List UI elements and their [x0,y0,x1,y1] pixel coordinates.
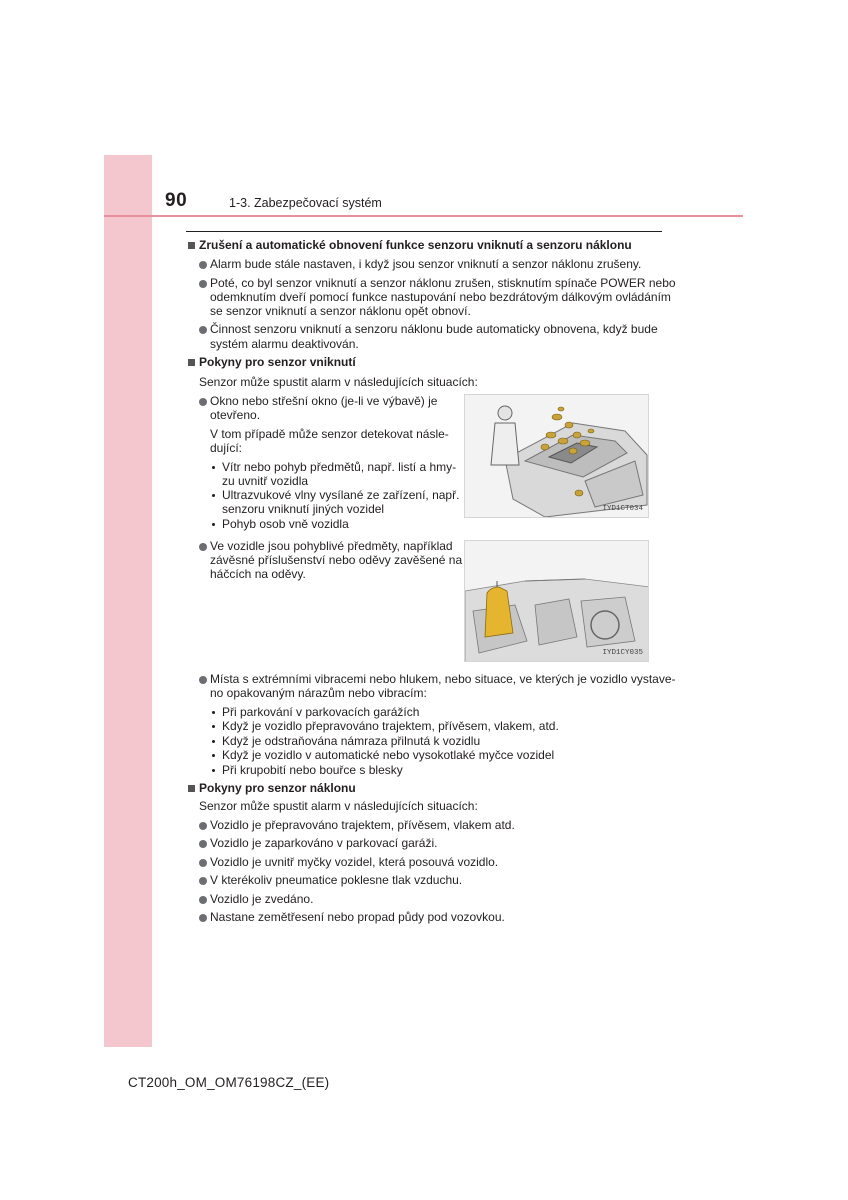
figure-code: IYD1CT034 [602,505,643,513]
paragraph-line: se senzor vniknutí a senzor náklonu opět obnoví. [210,304,471,318]
list-item: Když je vozidlo v automatické nebo vysokotlaké myčce vozidel [222,748,555,762]
paragraph-line: Senzor může spustit alarm v následujících situacích: [199,375,478,389]
sub-bullet-icon [212,769,215,772]
bullet-dot-icon [199,914,207,922]
list-item: V kterékoliv pneumatice poklesne tlak vzduchu. [210,873,463,887]
sub-bullet-icon [212,523,215,526]
bullet-dot-icon [199,326,207,334]
figure-hanging-clothes [464,540,649,662]
paragraph-line: odemknutím dveří pomocí funkce nastupování nebo bezdrátovým dálkovým ovládáním [210,290,671,304]
bullet-dot-icon [199,398,207,406]
bullet-dot-icon [199,280,207,288]
bullet-dot-icon [199,261,207,269]
list-item: Když je vozidlo přepravováno trajektem, přívěsem, vlakem, atd. [222,719,559,733]
paragraph-line: závěsné příslušenství nebo oděvy zavěšené na [210,553,463,567]
list-item: Při krupobití nebo bouřce s blesky [222,763,403,777]
car-interior-illustration [465,541,649,662]
bullet-dot-icon [199,822,207,830]
sub-bullet-icon [212,494,215,497]
content-top-rule [186,231,662,232]
heading-square-icon [188,359,195,366]
car-sunroof-illustration [465,395,649,518]
header-rule [104,215,743,217]
section-heading-intrusion: Pokyny pro senzor vniknutí [199,355,356,369]
list-item: Ultrazvukové vlny vysílané ze zařízení, např. [222,488,460,502]
figure-code: IYD1CY035 [602,649,643,657]
paragraph-line: no opakovaným nárazům nebo vibracím: [210,686,427,700]
list-item: Vozidlo je zvedáno. [210,892,314,906]
list-item: zu uvnitř vozidla [222,474,309,488]
paragraph-line: Poté, co byl senzor vniknutí a senzor náklonu zrušen, stisknutím spínače POWER nebo [210,276,676,290]
paragraph-line: Činnost senzoru vniknutí a senzoru náklonu bude automaticky obnovena, když bude [210,322,658,336]
list-item: Vítr nebo pohyb předmětů, např. listí a hmy- [222,460,457,474]
bullet-dot-icon [199,543,207,551]
list-item: Nastane zemětřesení nebo propad půdy pod vozovkou. [210,910,505,924]
section-heading-tilt: Pokyny pro senzor náklonu [199,781,356,795]
list-item: Vozidlo je zaparkováno v parkovací garáži. [210,836,438,850]
paragraph-line: Senzor může spustit alarm v následujících situacích: [199,799,478,813]
paragraph-line: dující: [210,441,243,455]
list-item: Pohyb osob vně vozidla [222,517,349,531]
list-item: Když je odstraňována námraza přilnutá k vozidlu [222,734,481,748]
bullet-dot-icon [199,877,207,885]
paragraph-line: Místa s extrémními vibracemi nebo hlukem, nebo situace, ve kterých je vozidlo vystave- [210,672,676,686]
sub-bullet-icon [212,466,215,469]
bullet-dot-icon [199,840,207,848]
bullet-dot-icon [199,676,207,684]
list-item: Při parkování v parkovacích garážích [222,705,420,719]
section-title: 1-3. Zabezpečovací systém [229,196,382,210]
chapter-color-band [104,155,152,1047]
paragraph-line: háčcích na oděvy. [210,567,306,581]
footer-manual-code: CT200h_OM_OM76198CZ_(EE) [128,1075,330,1090]
page-number: 90 [165,190,188,211]
list-item: Vozidlo je přepravováno trajektem, přívěsem, vlakem atd. [210,818,515,832]
heading-square-icon [188,785,195,792]
list-item: senzoru vniknutí jiných vozidel [222,502,385,516]
paragraph-line: otevřeno. [210,408,261,422]
paragraph-line: Okno nebo střešní okno (je-li ve výbavě) je [210,394,438,408]
sub-bullet-icon [212,740,215,743]
sub-bullet-icon [212,711,215,714]
paragraph-line: systém alarmu deaktivován. [210,337,359,351]
heading-square-icon [188,242,195,249]
section-heading-cancel: Zrušení a automatické obnovení funkce senzoru vniknutí a senzoru náklonu [199,238,632,252]
paragraph-line: V tom případě může senzor detekovat násle- [210,427,449,441]
list-item: Vozidlo je uvnitř myčky vozidel, která posouvá vozidlo. [210,855,499,869]
bullet-dot-icon [199,896,207,904]
paragraph-line: Ve vozidle jsou pohyblivé předměty, například [210,539,453,553]
figure-open-sunroof [464,394,649,518]
paragraph-line: Alarm bude stále nastaven, i když jsou senzor vniknutí a senzor náklonu zrušeny. [210,257,642,271]
bullet-dot-icon [199,859,207,867]
sub-bullet-icon [212,725,215,728]
sub-bullet-icon [212,754,215,757]
